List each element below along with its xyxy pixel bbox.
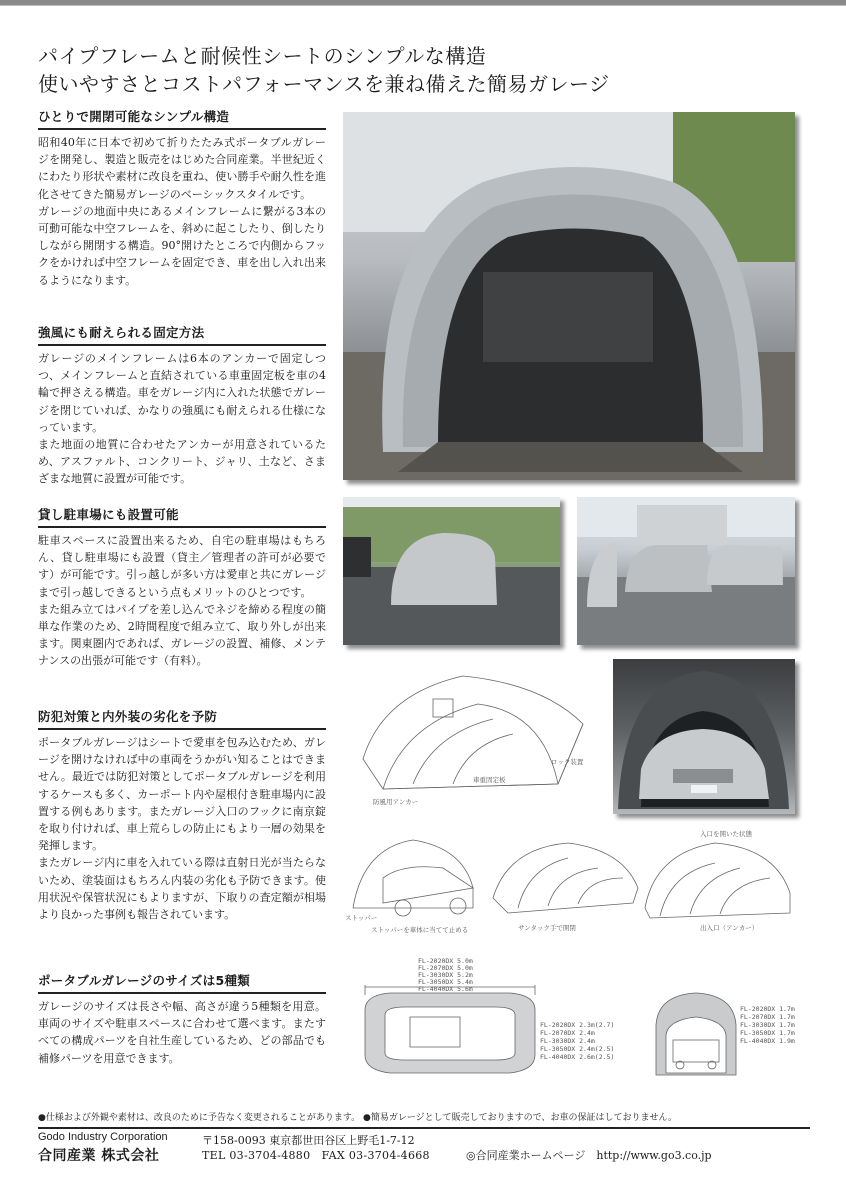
section-body [38,998,326,1067]
paragraph: 駐車スペースに設置出来るため、自宅の駐車場はもちろん、貸し駐車場にも設置（貸主／管理者の許可が必要です）が可能です。引っ越しが多い方は愛車と共にガレージまで引っ越しできるという点もメリットのひとつです。 [38,534,326,599]
rental-parking-photo [343,497,560,645]
headline-line-1: パイプフレームと耐候性シートのシンプルな構造 [38,44,487,68]
width-size-3: FL-3050DX 2.4m(2.5) [540,1045,615,1053]
section-rental-parking [38,506,326,670]
height-size-1: FL-2070DX 1.7m [740,1013,795,1021]
anchor-label: 防風用アンカー [373,798,419,806]
paragraph: また地面の地質に合わせたアンカーが用意されているため、アスファルト、コンクリート、ジャリ、土など、さまざまな地質に設置が可能です。 [38,438,326,486]
section-simple-structure [38,108,326,289]
paragraph: ガレージのメインフレームは6本のアンカーで固定しつつ、メインフレームと直結されている車重固定板を車の4輪で押さえる構造。車をガレージ内に入れた状態でガレージを閉じていれば、かなりの強風にも耐えられる仕様になっています。 [38,352,326,434]
paragraph: また組み立てはパイプを差し込んでネジを締める程度の簡単な作業のため、2時間程度で組み立て、取り外しが出来ます。関東圏内であれば、ガレージの設置、補修、メンテナンスの出張が可能です（有料）。 [38,602,326,668]
disclaimer-notes: ●仕様および外観や素材は、改良のために予告なく変更されることがあります。 ●簡易ガレージとして販売しておりますので、お車の保証はしておりません。 [38,1113,678,1123]
length-size-2: FL-3030DX 5.2m [418,971,473,979]
size-front-diagram [648,985,798,1085]
car-in-garage-photo [613,659,795,814]
plate-label: 車重固定板 [473,776,506,784]
length-size-3: FL-3050DX 5.4m [418,978,473,986]
company-address: 〒158-0093 東京都世田谷区上野毛1-7-12 [202,1134,415,1147]
section-title: 貸し駐車場にも設置可能 [38,506,326,528]
frame-structure-diagram [343,664,598,814]
finish-label: 出入口（アンカー） [700,924,759,932]
stopper-note-label: ストッパーを車体に当てて止める [371,926,469,934]
section-body [38,734,326,923]
height-size-2: FL-3030DX 1.7m [740,1021,795,1029]
section-title: 防犯対策と内外装の劣化を予防 [38,708,326,730]
front-open-label: 入口を開いた状態 [700,830,752,838]
paragraph: ポータブルガレージはシートで愛車を包み込むため、ガレージを開けなければ中の車両をうかがい知ることはできません。最近では防犯対策としてポータブルガレージを利用するケースも多く、カーポート内や屋根付き駐車場内に設置する例もあります。またガレージ入口のフックに南京錠を取り付ければ、車上荒らしの防止にもより一層の効果を発揮します。 [38,736,326,853]
paragraph: またガレージ内に車を入れている際は直射日光が当たらないため、塗装面はもちろん内装の劣化も予防できます。使用状況や保管状況にもよりますが、下取りの査定額が相場より良かった事例も報告されています。 [38,856,326,922]
paragraph: ガレージの地面中央にあるメインフレームに繋がる3本の可動可能な中空フレームを、斜めに起こしたり、倒したりしながら開閉する構造。90°開けたところで内側からフックをかければ中空フレームを固定でき、車を出し入れ出来るようになります。 [38,204,326,287]
width-size-4: FL-4040DX 2.6m(2.5) [540,1053,615,1061]
width-size-0: FL-2020DX 2.3m(2.7) [540,1021,615,1029]
height-size-4: FL-4040DX 1.9m [740,1037,795,1045]
company-footer [38,1131,810,1171]
length-size-0: FL-2020DX 5.0m [418,957,473,965]
footer-rule [38,1127,810,1129]
stopper-diagram [343,828,493,936]
section-title: ひとりで開閉可能なシンプル構造 [38,108,326,130]
height-size-0: FL-2020DX 1.7m [740,1005,795,1013]
height-size-3: FL-3050DX 1.7m [740,1029,795,1037]
section-sizes [38,972,326,1067]
opening-diagram [488,828,643,936]
front-open-diagram [640,828,800,936]
paragraph: 昭和40年に日本で初めて折りたたみ式ポータブルガレージを開発し、製造と販売をはじめた合同産業。半世紀近くにわたり形状や素材に改良を重ね、使い勝手や耐久性を進化させてきた簡易ガレージのベーシックスタイルです。 [38,136,326,201]
section-security [38,708,326,923]
section-body [38,350,326,488]
length-size-4: FL-4040DX 5.6m [418,985,473,993]
width-size-2: FL-3030DX 2.4m [540,1037,595,1045]
length-size-1: FL-2070DX 5.0m [418,964,473,972]
hook-label: ロック装置 [551,758,584,766]
width-size-1: FL-2070DX 2.4m [540,1029,595,1037]
paragraph: ガレージのサイズは長さや幅、高さが違う5種類を用意。車両のサイズや駐車スペースに合わせて選べます。またすべての構成パーツを自社生産しているため、どの部品でも補修パーツを用意できます。 [38,1000,326,1065]
section-body [38,532,326,670]
section-anchor-method [38,324,326,488]
size-plan-diagram [350,955,640,1083]
company-phone: TEL 03-3704-4880 FAX 03-3704-4668 [202,1149,430,1162]
multiple-garages-photo [577,497,795,645]
section-title: 強風にも耐えられる固定方法 [38,324,326,346]
company-name-jp: 合同産業 株式会社 [38,1148,160,1164]
top-rule [0,0,846,6]
section-body [38,134,326,289]
homepage-link[interactable]: ◎合同産業ホームページ http://www.go3.co.jp [466,1149,712,1162]
stepped-label: サンタック手で開閉 [518,924,576,932]
headline [38,42,818,98]
headline-line-2: 使いやすさとコストパフォーマンスを兼ね備えた簡易ガレージ [38,72,610,96]
company-name-en: Godo Industry Corporation [38,1131,168,1143]
section-title: ポータブルガレージのサイズは5種類 [38,972,326,994]
stopper-label: ストッパー [345,914,378,922]
garage-open-photo [343,112,795,480]
